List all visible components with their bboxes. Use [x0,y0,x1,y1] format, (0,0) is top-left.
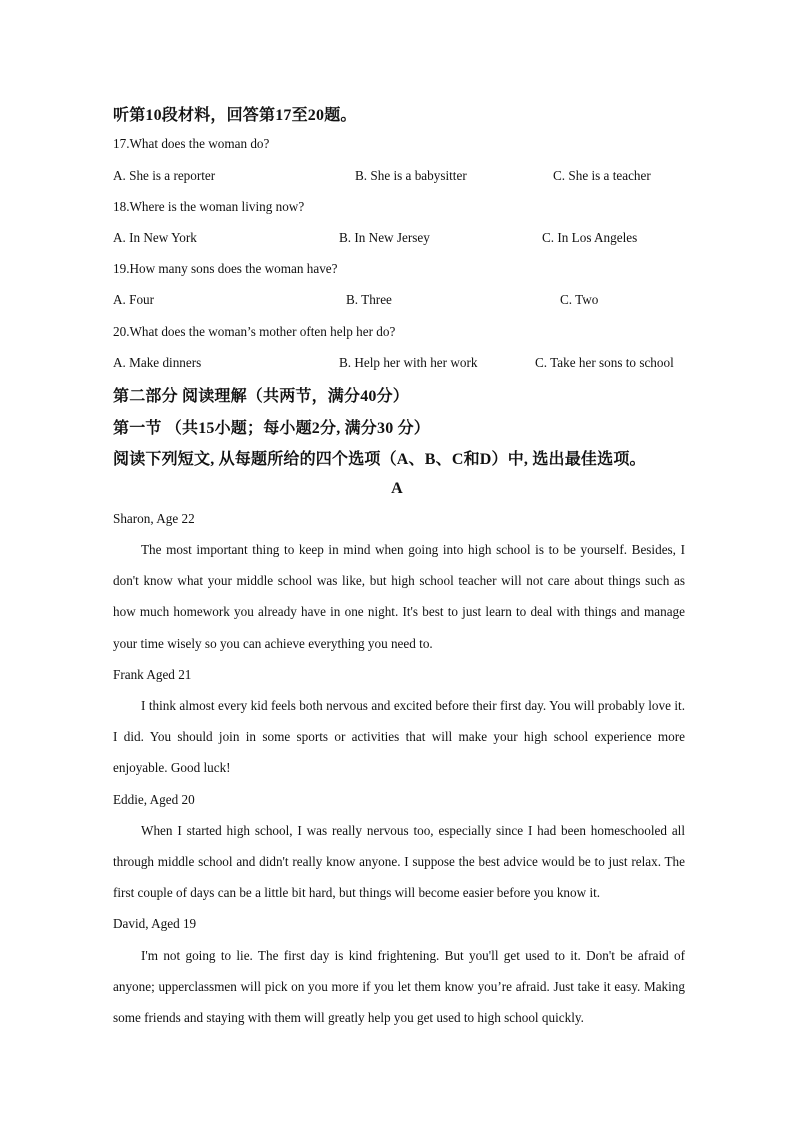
reading-instruction: 阅读下列短文, 从每题所给的四个选项（A、B、C和D）中, 选出最佳选项。 [113,451,646,468]
question-17: 17.What does the woman do? [113,136,270,151]
question-18: 18.Where is the woman living now? [113,199,305,214]
q17-option-b: B. She is a babysitter [355,168,467,183]
reading-section-title: 第一节 （共15小题；每小题2分, 满分30 分） [113,420,431,437]
q18-option-a: A. In New York [113,230,197,245]
entry-name-sharon: Sharon, Age 22 [113,511,195,526]
entry-name-frank: Frank Aged 21 [113,667,192,682]
q19-option-b: B. Three [346,292,392,307]
q20-option-b: B. Help her with her work [339,355,478,370]
entry-text-frank: I think almost every kid feels both nervous and excited before their first day. You will probably love it. I did. You should join in some sports or activities that will make your high school experience more enjoyable. Good luck! [113,698,685,776]
reading-part-title: 第二部分 阅读理解（共两节，满分40分） [113,388,410,405]
q17-option-c: C. She is a teacher [553,168,651,183]
entry-name-eddie: Eddie, Aged 20 [113,792,195,807]
q20-option-c: C. Take her sons to school [535,355,674,370]
passage-label: A [391,480,403,497]
entry-text-sharon: The most important thing to keep in mind when going into high school is to be yourself. Besides, I don't know what your middle school was like, but high school teacher will not care about things such as how much homework you already have in one night. It's best to just learn to deal with things and manage your time wisely so you can achieve everything you need to. [113,542,685,651]
q18-option-c: C. In Los Angeles [542,230,638,245]
entry-name-david: David, Aged 19 [113,916,197,931]
entry-text-david: I'm not going to lie. The first day is kind frightening. But you'll get used to it. Don't be afraid of anyone; upperclassmen will pick on you more if you let them know you’re afraid. Just take it easy. Making some friends and staying with them will greatly help you get used to high school quickly. [113,948,685,1026]
q19-option-c: C. Two [560,292,599,307]
listening-section-header: 听第10段材料，回答第17至20题。 [113,107,357,124]
q18-option-b: B. In New Jersey [339,230,430,245]
q17-option-a: A. She is a reporter [113,168,216,183]
question-20: 20.What does the woman’s mother often help her do? [113,324,396,339]
q19-option-a: A. Four [113,292,155,307]
q20-option-a: A. Make dinners [113,355,202,370]
entry-text-eddie: When I started high school, I was really nervous too, especially since I had been homeschooled all through middle school and didn't really know anyone. I suppose the best advice would be to just relax. The first couple of days can be a little bit hard, but things will become easier before you know it. [113,823,685,901]
question-19: 19.How many sons does the woman have? [113,261,338,276]
